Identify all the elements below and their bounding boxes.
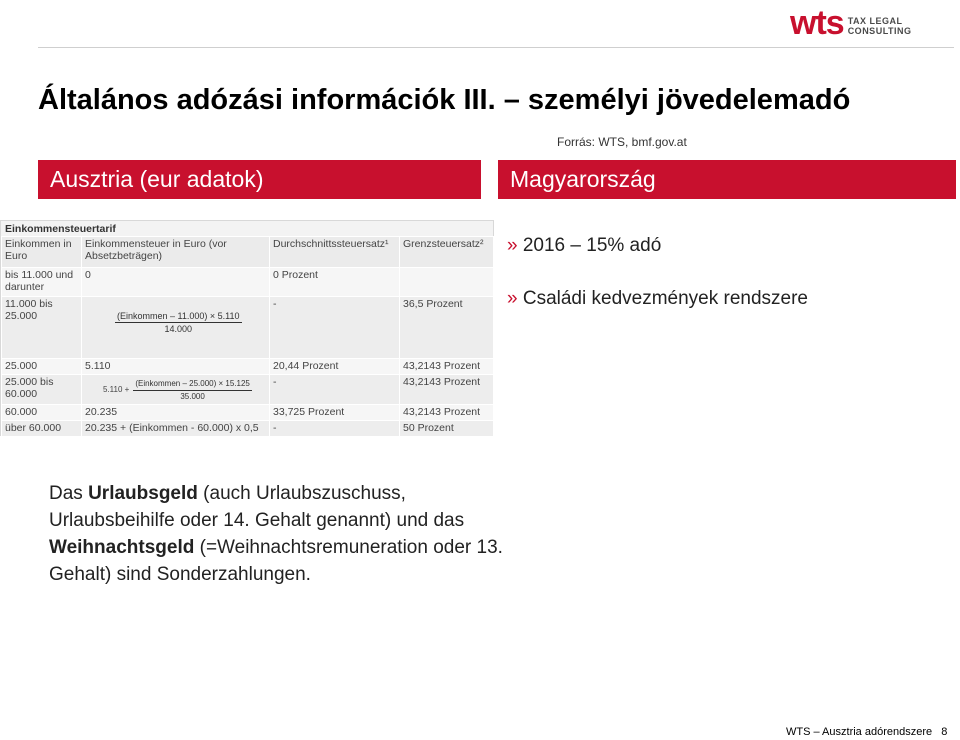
table-cell: 20.235 + (Einkommen - 60.000) x 0,5	[82, 421, 270, 437]
header-cell: Durchschnittssteuersatz¹	[270, 237, 400, 268]
header-cell: Einkommensteuer in Euro (vor Absetzbeträgen)	[82, 237, 270, 268]
table-row	[2, 359, 494, 375]
bullet-text: 2016 – 15% adó	[522, 235, 662, 256]
table-cell: 43,2143 Prozent	[400, 359, 494, 375]
page-title: Általános adózási információk III. – személyi jövedelemadó	[38, 84, 851, 116]
formula-denominator: 14.000	[164, 324, 193, 334]
table-cell: -	[270, 375, 400, 405]
formula-numerator: (Einkommen – 25.000) × 15.125	[133, 378, 252, 391]
header-cell: Grenzsteuersatz²	[400, 237, 494, 268]
tax-rate-table	[1, 236, 494, 437]
logo-mark: wts	[790, 4, 844, 42]
bullet-item	[507, 233, 808, 259]
footer-label: WTS – Ausztria adórendszere 8	[786, 726, 948, 738]
table-header-row	[2, 237, 494, 268]
bullet-item	[507, 286, 808, 312]
table-cell	[400, 268, 494, 297]
austria-header-bar: Ausztria (eur adatok)	[38, 160, 481, 199]
table-cell: 43,2143 Prozent	[400, 405, 494, 421]
table-cell: 43,2143 Prozent	[400, 375, 494, 405]
table-cell: 50 Prozent	[400, 421, 494, 437]
hungary-bullet-list	[507, 233, 808, 339]
para-bold-term: Weihnachtsgeld	[49, 537, 195, 558]
table-cell: bis 11.000 und darunter	[2, 268, 82, 297]
para-text: Das	[49, 483, 89, 504]
top-divider	[38, 47, 954, 48]
para-text: (=Weihnachtsremuneration oder 13. Gehalt) sind Sonderzahlungen.	[49, 537, 503, 585]
para-bold-term: Urlaubsgeld	[88, 483, 198, 504]
header-cell: Einkommen in Euro	[2, 237, 82, 268]
table-cell	[82, 297, 270, 359]
table-cell: 25.000	[2, 359, 82, 375]
tax-rate-table-image	[0, 220, 494, 436]
table-cell	[82, 375, 270, 405]
formula-fraction	[115, 310, 242, 335]
bullet-text: Családi kedvezmények rendszere	[522, 288, 808, 309]
special-payments-paragraph	[49, 480, 509, 588]
table-cell: 0 Prozent	[270, 268, 400, 297]
table-cell: -	[270, 421, 400, 437]
table-cell: 36,5 Prozent	[400, 297, 494, 359]
table-cell: 11.000 bis 25.000	[2, 297, 82, 359]
table-caption: Einkommensteuertarif	[5, 223, 116, 235]
table-cell: 5.110	[82, 359, 270, 375]
table-row	[2, 421, 494, 437]
source-note: Forrás: WTS, bmf.gov.at	[557, 135, 687, 149]
table-cell: -	[270, 297, 400, 359]
table-cell: 20,44 Prozent	[270, 359, 400, 375]
table-row	[2, 297, 494, 359]
formula-numerator: (Einkommen – 11.000) × 5.110	[117, 311, 240, 321]
wts-logo	[790, 6, 960, 40]
formula-fraction	[133, 378, 252, 403]
table-cell: 20.235	[82, 405, 270, 421]
logo-tagline: TAX LEGAL CONSULTING	[847, 16, 912, 36]
table-cell: 25.000 bis 60.000	[2, 375, 82, 405]
table-row	[2, 268, 494, 297]
hungary-header-bar: Magyarország	[498, 160, 956, 199]
table-row	[2, 405, 494, 421]
table-cell: 33,725 Prozent	[270, 405, 400, 421]
table-cell: 60.000	[2, 405, 82, 421]
bullet-marker: »	[507, 288, 518, 309]
table-row	[2, 375, 494, 405]
para-text: (auch Urlaubszuschuss, Urlaubsbeihilfe oder 14. Gehalt genannt) und das	[49, 483, 465, 531]
formula-prefix: 5.110 +	[103, 384, 130, 394]
table-cell: 0	[82, 268, 270, 297]
formula-group	[85, 376, 266, 403]
bullet-marker: »	[507, 235, 518, 256]
formula-denominator: 35.000	[180, 392, 205, 401]
table-cell: über 60.000	[2, 421, 82, 437]
